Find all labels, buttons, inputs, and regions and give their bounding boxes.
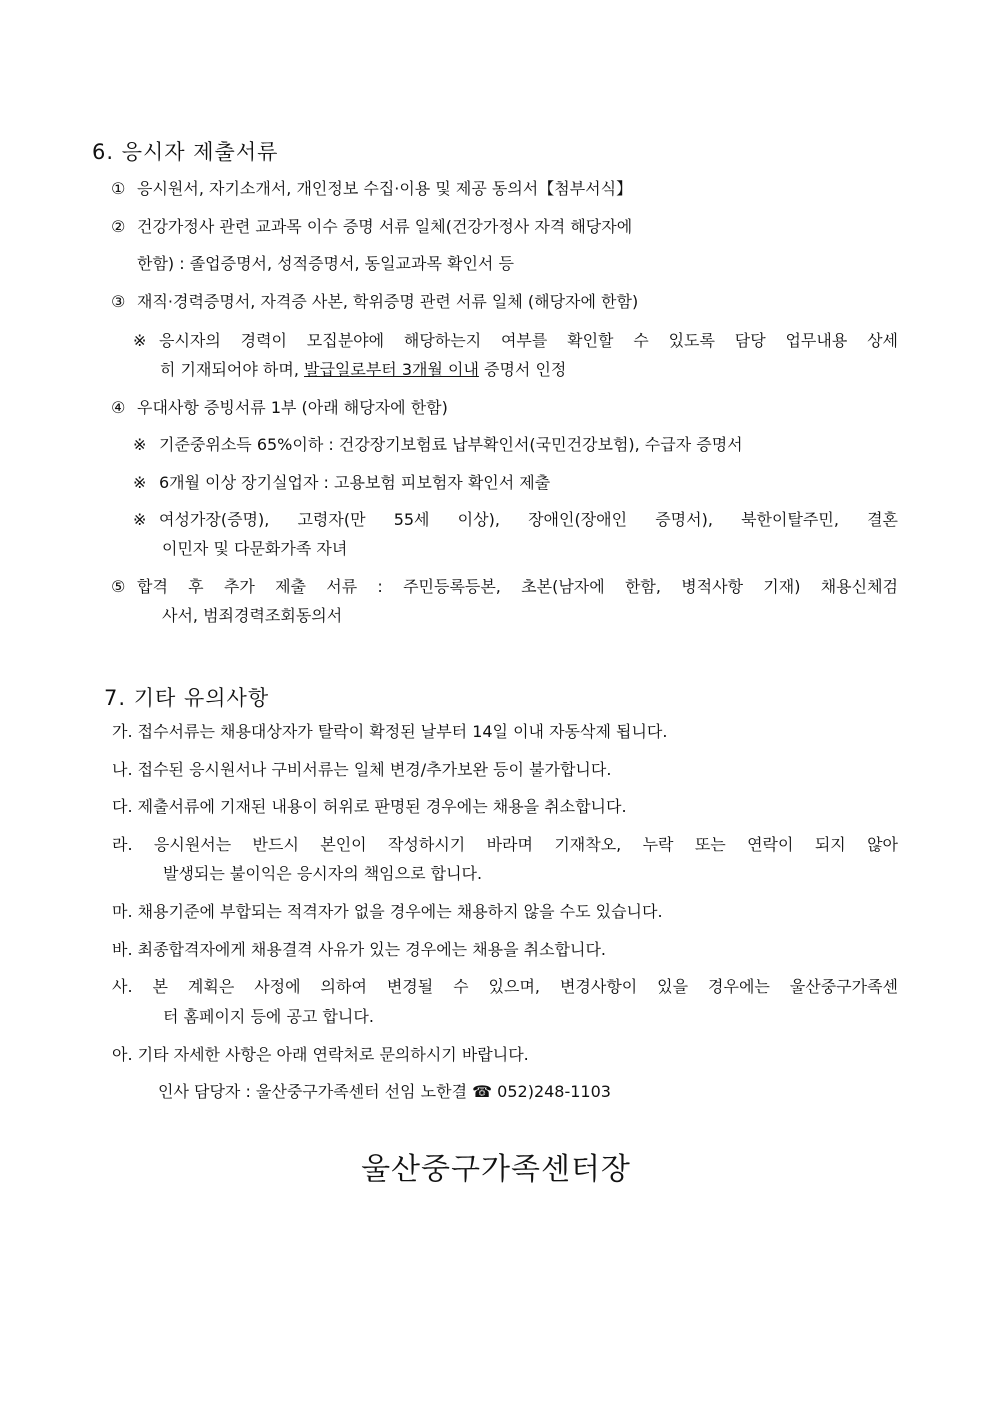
item-2-line-1: ② 건강가정사 관련 교과목 이수 증명 서류 일체(건강가정사 자격 해당자에	[111, 217, 633, 236]
item-1	[111, 178, 632, 200]
notice-item-ra-line-1: 라. 응시원서는 반드시 본인이 작성하시기 바라며 기재착오, 누락 또는 연락이 되지 않아	[112, 835, 898, 854]
validity-period-underlined: 발급일로부터 3개월 이내	[304, 360, 479, 379]
notice-item-ga: 가. 접수서류는 채용대상자가 탈락이 확정된 날부터 14일 이내 자동삭제 됩니다.	[112, 722, 668, 741]
item-4-note-3-line-2: 이민자 및 다문화가족 자녀	[162, 539, 348, 558]
item-5-number: ⑤	[111, 577, 126, 596]
signature: 울산중구가족센터장	[361, 1152, 631, 1187]
notice-item-ra-line-2: 발생되는 불이익은 응시자의 책임으로 합니다.	[163, 864, 483, 883]
section-6-title: 6. 응시자 제출서류	[92, 140, 279, 164]
item-3-number: ③	[111, 292, 126, 311]
item-3: ③ 재직·경력증명서, 자격증 사본, 학위증명 관련 서류 일체 (해당자에 한함)	[111, 292, 639, 311]
contact-label: 인사 담당자 : 울산중구가족센터 선임 노한결	[158, 1082, 468, 1101]
item-3-note-line-1: ※ 응시자의 경력이 모집분야에 해당하는지 여부를 확인할 수 있도록 담당 업무내용 상세	[133, 331, 898, 350]
item-3-note-line-2: 히 기재되어야 하며, 발급일로부터 3개월 이내 증명서 인정	[160, 360, 567, 379]
phone-icon: ☎	[472, 1082, 493, 1101]
item-4-note-3-line-1: ※ 여성가장(증명), 고령자(만 55세 이상), 장애인(장애인 증명서), 북한이탈주민, 결혼	[133, 510, 898, 529]
item-2-number: ②	[111, 217, 126, 236]
item-4-number: ④	[111, 398, 126, 417]
notice-item-sa-line-1: 사. 본 계획은 사정에 의하여 변경될 수 있으며, 변경사항이 있을 경우에는 울산중구가족센	[112, 977, 898, 996]
item-5-line-2: 사서, 범죄경력조회동의서	[162, 606, 343, 625]
item-2-line-2: 한함) : 졸업증명서, 성적증명서, 동일교과목 확인서 등	[137, 254, 514, 273]
notice-item-ma: 마. 채용기준에 부합되는 적격자가 없을 경우에는 채용하지 않을 수도 있습니다.	[112, 902, 663, 921]
notice-item-a: 아. 기타 자세한 사항은 아래 연락처로 문의하시기 바랍니다.	[112, 1045, 529, 1064]
contact-line	[158, 1081, 611, 1103]
item-1-number: ①	[111, 179, 126, 198]
item-5-line-1: ⑤ 합격 후 추가 제출 서류 : 주민등록등본, 초본(남자에 한함, 병적사항 기재) 채용신체검	[111, 577, 898, 596]
contact-phone: 052)248-1103	[497, 1082, 611, 1101]
notice-item-ba: 바. 최종합격자에게 채용결격 사유가 있는 경우에는 채용을 취소합니다.	[112, 940, 607, 959]
notice-item-na: 나. 접수된 응시원서나 구비서류는 일체 변경/추가보완 등이 불가합니다.	[112, 760, 612, 779]
notice-item-sa-line-2: 터 홈페이지 등에 공고 합니다.	[163, 1007, 374, 1026]
section-7-title: 7. 기타 유의사항	[104, 686, 270, 710]
item-4-note-1: ※ 기준중위소득 65%이하 : 건강장기보험료 납부확인서(국민건강보험), 수급자 증명서	[133, 435, 743, 454]
item-1-text: 응시원서, 자기소개서, 개인정보 수집·이용 및 제공 동의서【첨부서식】	[137, 179, 633, 198]
item-4: ④ 우대사항 증빙서류 1부 (아래 해당자에 한함)	[111, 398, 448, 417]
item-4-note-2: ※ 6개월 이상 장기실업자 : 고용보험 피보험자 확인서 제출	[133, 473, 551, 492]
notice-item-da: 다. 제출서류에 기재된 내용이 허위로 판명된 경우에는 채용을 취소합니다.	[112, 797, 627, 816]
